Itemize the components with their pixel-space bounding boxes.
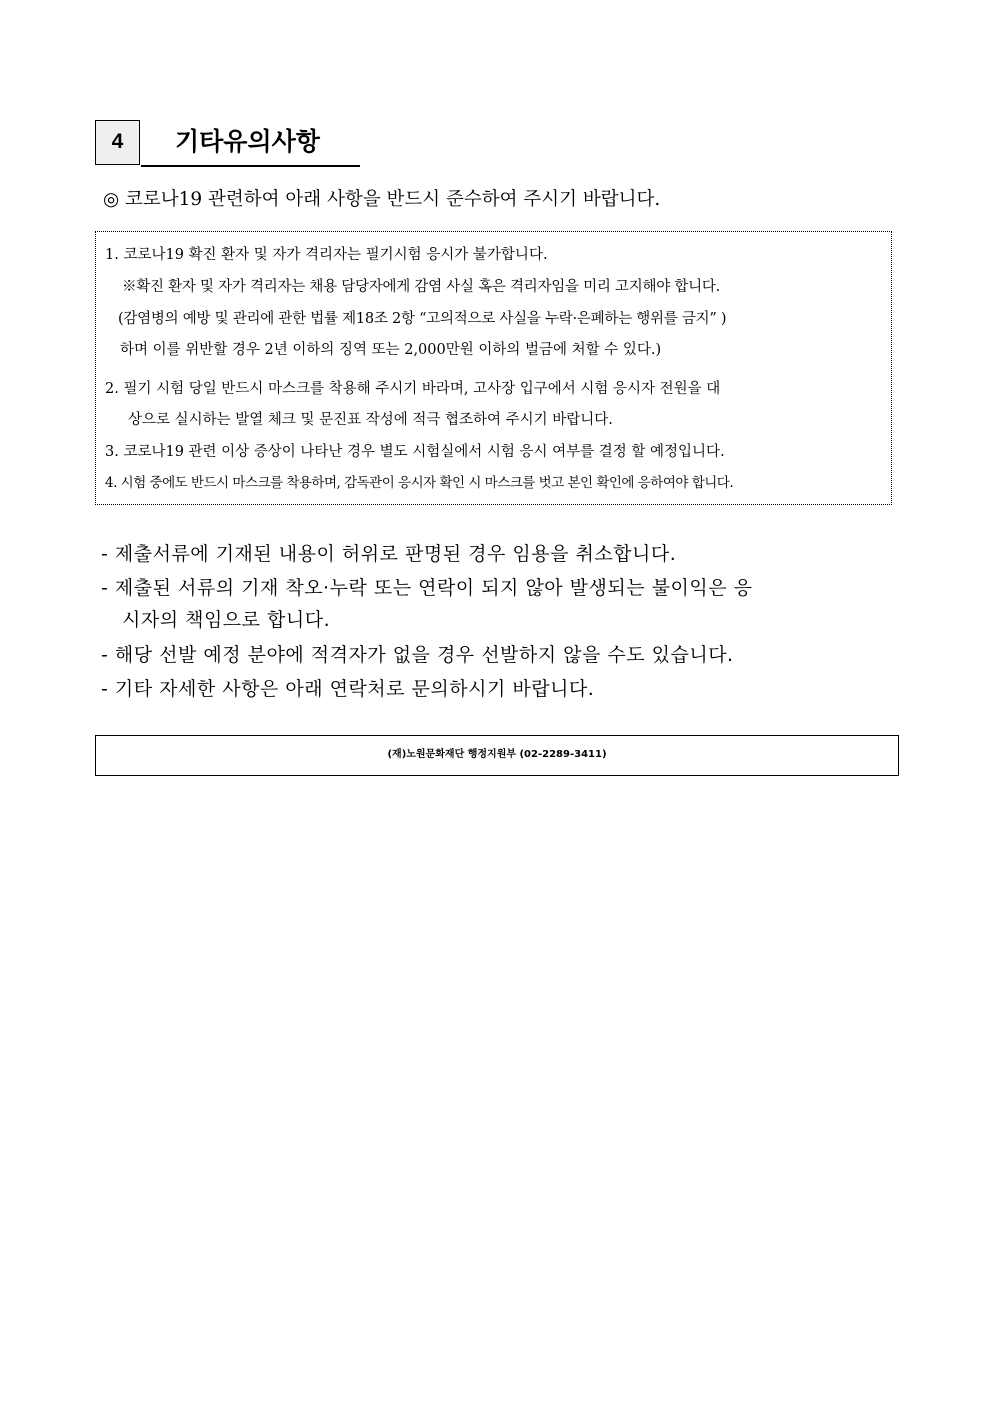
remark-item-cont: 시자의 책임으로 합니다. <box>122 609 331 631</box>
covid-notice-intro: ◎ 코로나19 관련하여 아래 사항을 반드시 준수하여 주시기 바랍니다. <box>103 189 661 210</box>
section-title-underline <box>141 165 360 167</box>
notice-item-4: 4. 시험 중에도 반드시 마스크를 착용하며, 감독관이 응시자 확인 시 마스크를 벗고 본인 확인에 응하여야 합니다. <box>105 475 734 491</box>
section-header <box>95 120 360 168</box>
notice-item-2: 2. 필기 시험 당일 반드시 마스크를 착용해 주시기 바라며, 고사장 입구에서 시험 응시자 전원을 대 <box>105 381 721 397</box>
section-title: 기타유의사항 <box>175 128 320 156</box>
notice-item-1-note: ※확진 환자 및 자가 격리자는 채용 담당자에게 감염 사실 혹은 격리자임을 미리 고지해야 합니다. <box>122 279 721 295</box>
notice-item-1-law: (감염병의 예방 및 관리에 관한 법률 제18조 2항 “고의적으로 사실을 누락·은폐하는 행위를 금지” ) <box>118 311 727 327</box>
remark-item: - 해당 선발 예정 분야에 적격자가 없을 경우 선발하지 않을 수도 있습니다. <box>101 644 734 666</box>
remark-item: - 제출된 서류의 기재 착오·누락 또는 연락이 되지 않아 발생되는 불이익은 응 <box>101 577 753 599</box>
remark-item: - 기타 자세한 사항은 아래 연락처로 문의하시기 바랍니다. <box>101 678 595 700</box>
contact-box: (재)노원문화재단 행정지원부 (02-2289-3411) <box>95 735 899 776</box>
notice-item-1-penalty: 하며 이를 위반할 경우 2년 이하의 징역 또는 2,000만원 이하의 벌금에 처할 수 있다.) <box>120 342 662 358</box>
notice-item-2-cont: 상으로 실시하는 발열 체크 및 문진표 작성에 적극 협조하여 주시기 바랍니다. <box>128 412 613 428</box>
remark-item: - 제출서류에 기재된 내용이 허위로 판명된 경우 임용을 취소합니다. <box>101 543 677 565</box>
notice-item-1: 1. 코로나19 확진 환자 및 자가 격리자는 필기시험 응시가 불가합니다. <box>105 247 548 263</box>
section-number: 4 <box>95 120 140 165</box>
covid-notice-box <box>95 231 892 505</box>
notice-item-3: 3. 코로나19 관련 이상 증상이 나타난 경우 별도 시험실에서 시험 응시 여부를 결정 할 예정입니다. <box>105 444 725 460</box>
